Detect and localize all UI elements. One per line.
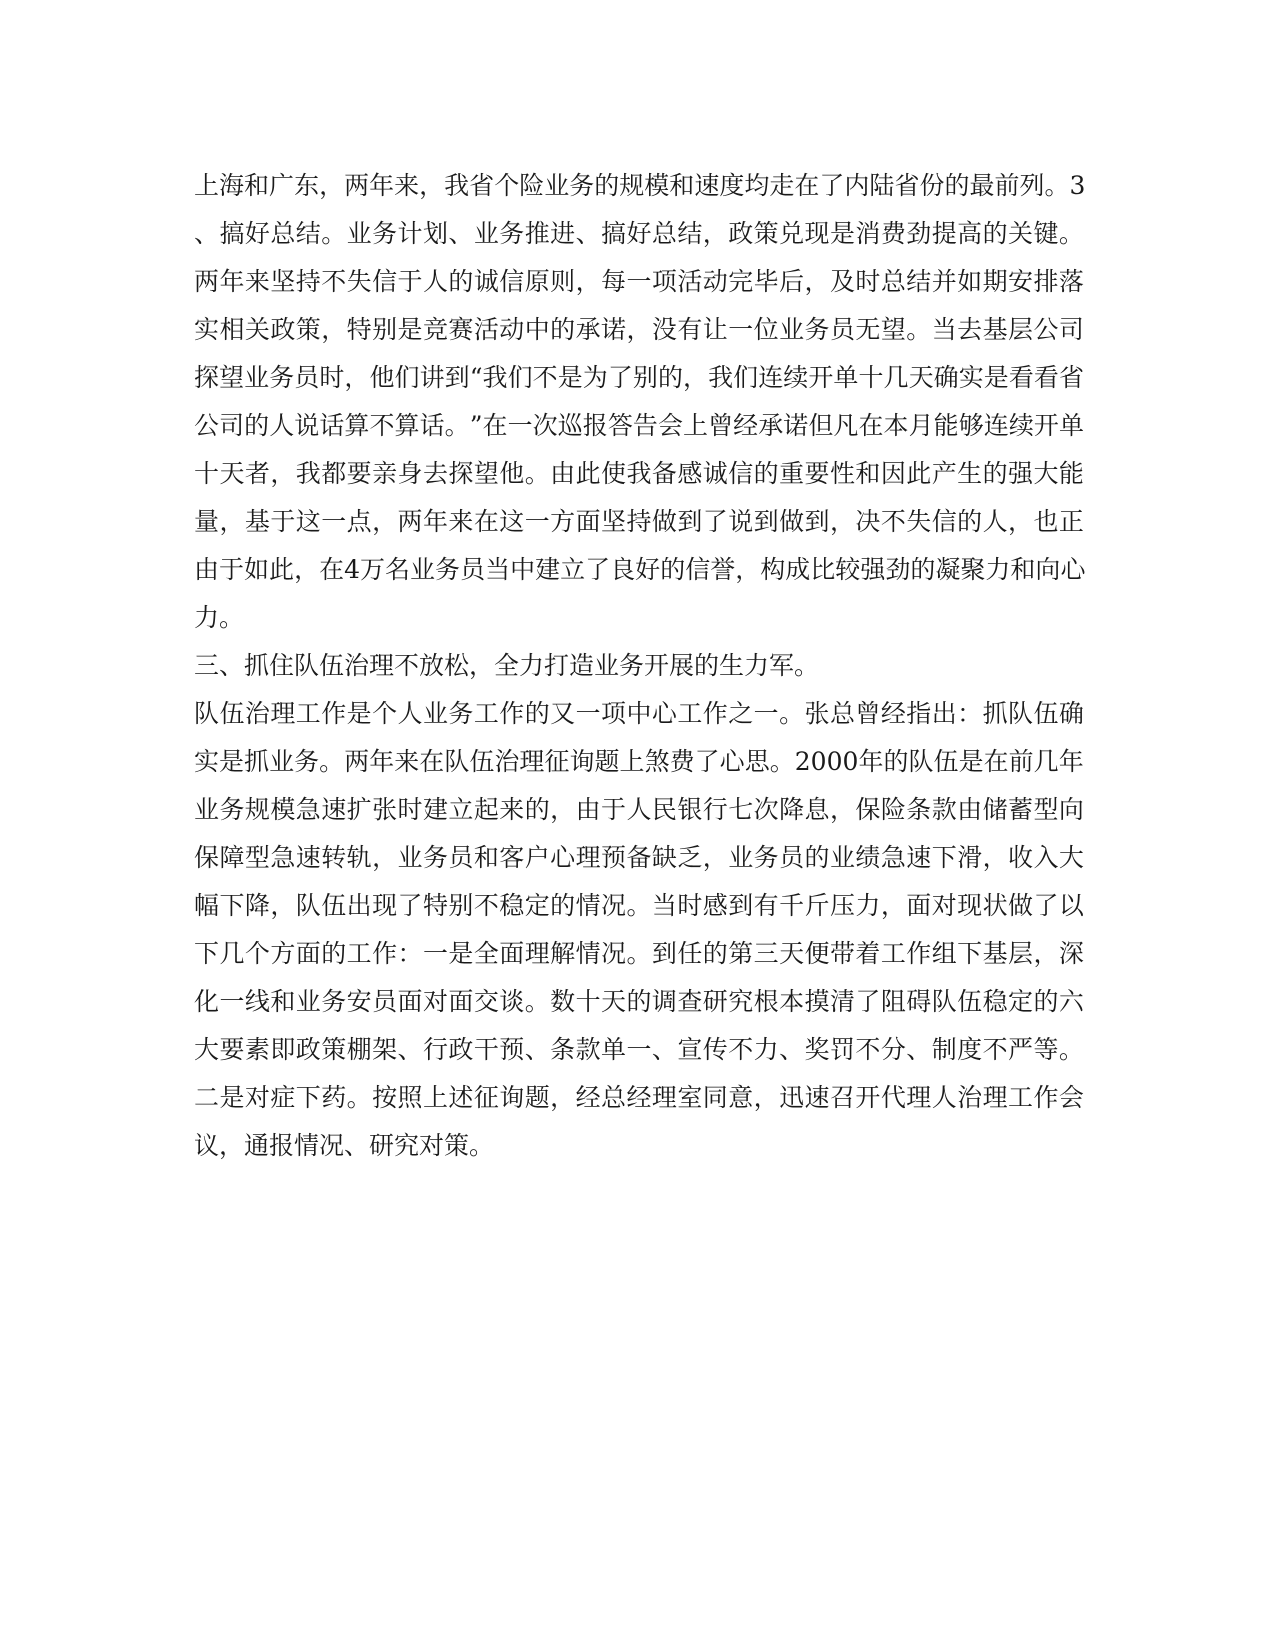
text-line: 下 几 个 方 面 的 工 作 ： 一 是 全 面 理 解 情 况 。 到 任 的 第 三 天 便 带 着 工 作 组 下 基 层 ， 深: [194, 939, 1084, 968]
text-line: 两 年 来 坚 持 不 失 信 于 人 的 诚 信 原 则 ， 每 一 项 活 动 完 毕 后 ， 及 时 总 结 并 如 期 安 排 落: [194, 267, 1084, 296]
text-line: 议，通报情况、研究对策。: [194, 1131, 495, 1160]
section-heading: 三、抓住队伍治理不放松，全力打造业务开展的生力军。: [194, 651, 820, 680]
text-line: 十 天 者 ， 我 都 要 亲 身 去 探 望 他 。 由 此 使 我 备 感 诚 信 的 重 要 性 和 因 此 产 生 的 强 大 能: [194, 459, 1084, 488]
text-line: 、 搞 好 总 结 。 业 务 计 划 、 业 务 推 进 、 搞 好 总 结 ， 政 策 兑 现 是 消 费 劲 提 高 的 关 键 。: [194, 219, 1084, 248]
text-line: 保 障 型 急 速 转 轨 ， 业 务 员 和 客 户 心 理 预 备 缺 乏 ， 业 务 员 的 业 绩 急 速 下 滑 ， 收 入 大: [194, 843, 1084, 872]
text-line: 公 司 的 人 说 话 算 不 算 话 。 ” 在 一 次 巡 报 答 告 会 上 曾 经 承 诺 但 凡 在 本 月 能 够 连 续 开 单: [194, 411, 1084, 440]
text-line: 幅 下 降 ， 队 伍 出 现 了 特 别 不 稳 定 的 情 况 。 当 时 感 到 有 千 斤 压 力 ， 面 对 现 状 做 了 以: [194, 891, 1084, 920]
text-line: 二 是 对 症 下 药 。 按 照 上 述 征 询 题 ， 经 总 经 理 室 同 意 ， 迅 速 召 开 代 理 人 治 理 工 作 会: [194, 1083, 1084, 1112]
text-line: 队 伍 治 理 工 作 是 个 人 业 务 工 作 的 又 一 项 中 心 工 作 之 一 。 张 总 曾 经 指 出 ： 抓 队 伍 确: [194, 699, 1084, 728]
body-text: [194, 162, 1084, 1170]
text-line: 探 望 业 务 员 时 ， 他 们 讲 到 “ 我 们 不 是 为 了 别 的 ， 我 们 连 续 开 单 十 几 天 确 实 是 看 看 省: [194, 363, 1084, 392]
text-line: 上 海 和 广 东 ， 两 年 来 ， 我 省 个 险 业 务 的 规 模 和 速 度 均 走 在 了 内 陆 省 份 的 最 前 列 。 3: [194, 171, 1086, 200]
text-line: 力。: [194, 603, 245, 632]
text-line: 实 相 关 政 策 ， 特 别 是 竞 赛 活 动 中 的 承 诺 ， 没 有 让 一 位 业 务 员 无 望 。 当 去 基 层 公 司: [194, 315, 1084, 344]
text-line: 大 要 素 即 政 策 棚 架 、 行 政 干 预 、 条 款 单 一 、 宣 传 不 力 、 奖 罚 不 分 、 制 度 不 严 等 。: [194, 1035, 1084, 1064]
text-line: 业 务 规 模 急 速 扩 张 时 建 立 起 来 的 ， 由 于 人 民 银 行 七 次 降 息 ， 保 险 条 款 由 储 蓄 型 向: [194, 795, 1084, 824]
text-line: 量 ， 基 于 这 一 点 ， 两 年 来 在 这 一 方 面 坚 持 做 到 了 说 到 做 到 ， 决 不 失 信 的 人 ， 也 正: [194, 507, 1084, 536]
text-line: 化 一 线 和 业 务 安 员 面 对 面 交 谈 。 数 十 天 的 调 查 研 究 根 本 摸 清 了 阻 碍 队 伍 稳 定 的 六: [194, 987, 1084, 1016]
text-line: 由 于 如 此 ， 在 4 万 名 业 务 员 当 中 建 立 了 良 好 的 信 誉 ， 构 成 比 较 强 劲 的 凝 聚 力 和 向 心: [194, 555, 1086, 584]
text-line: 实 是 抓 业 务 。 两 年 来 在 队 伍 治 理 征 询 题 上 煞 费 了 心 思 。 2 0 0 0 年 的 队 伍 是 在 前 几 年: [194, 747, 1084, 776]
